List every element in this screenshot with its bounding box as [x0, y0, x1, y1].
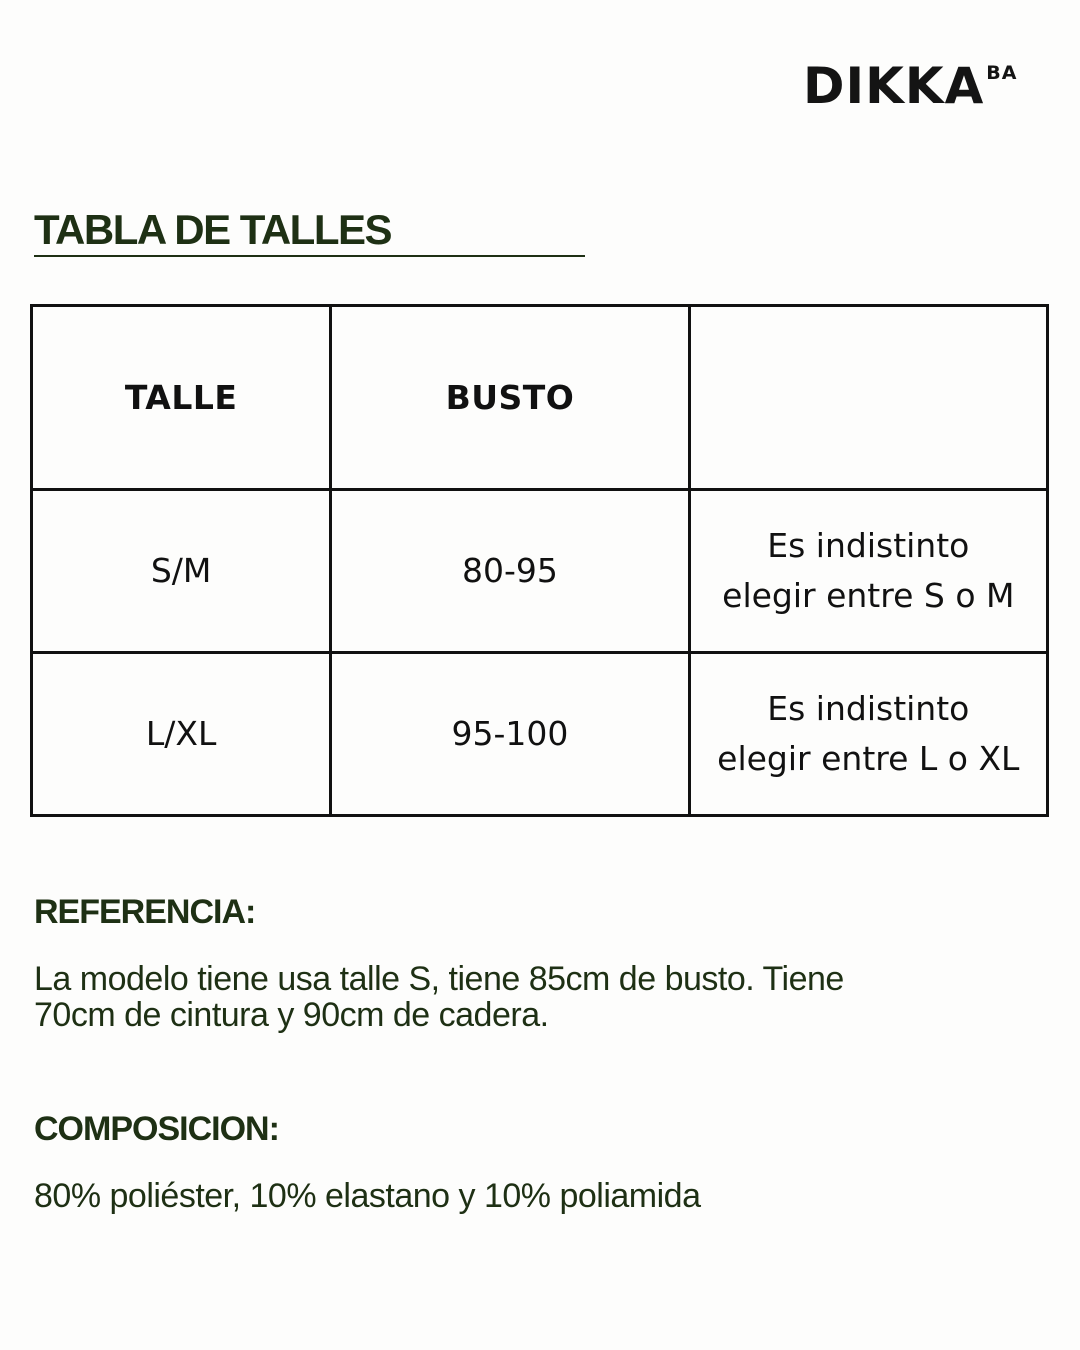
table-row — [32, 653, 1048, 816]
title-underline — [34, 255, 585, 257]
page-title: TABLA DE TALLES — [34, 206, 392, 253]
note-line: Es indistinto — [767, 689, 970, 728]
composicion-heading: COMPOSICION: — [34, 1110, 279, 1148]
cell-note — [689, 490, 1047, 653]
cell-busto: 80-95 — [331, 490, 689, 653]
table-header-row — [32, 306, 1048, 490]
note-line: elegir entre L o XL — [717, 739, 1020, 778]
referencia-heading: REFERENCIA: — [34, 893, 256, 931]
cell-busto: 95-100 — [331, 653, 689, 816]
brand-name: DIKKA — [803, 57, 985, 115]
composicion-text: 80% poliéster, 10% elastano y 10% poliamida — [34, 1177, 701, 1215]
cell-talle: S/M — [32, 490, 331, 653]
brand-logo — [803, 57, 1018, 115]
note-line: elegir entre S o M — [722, 576, 1015, 615]
header-busto: BUSTO — [331, 306, 689, 490]
note-line: Es indistinto — [767, 526, 970, 565]
cell-talle: L/XL — [32, 653, 331, 816]
table-row — [32, 490, 1048, 653]
referencia-line: 70cm de cintura y 90cm de cadera. — [34, 996, 549, 1034]
size-table — [30, 304, 1049, 817]
referencia-text — [34, 961, 1034, 1033]
header-notes — [689, 306, 1047, 490]
header-talle: TALLE — [32, 306, 331, 490]
cell-note — [689, 653, 1047, 816]
referencia-line: La modelo tiene usa talle S, tiene 85cm de busto. Tiene — [34, 960, 844, 998]
brand-superscript: BA — [986, 62, 1018, 84]
